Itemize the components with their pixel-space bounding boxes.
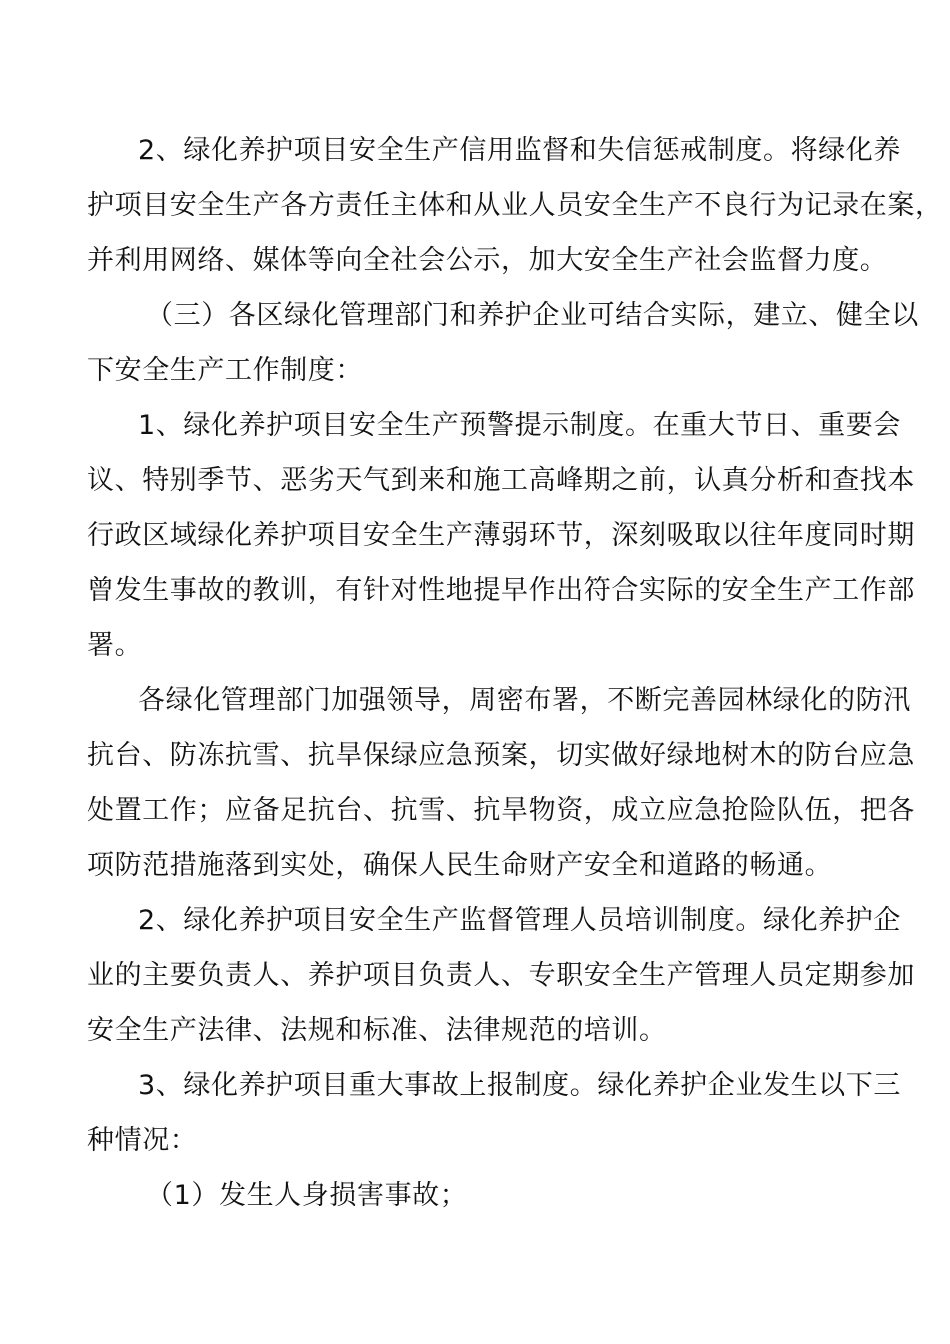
paragraph-line: 曾发生事故的教训，有针对性地提早作出符合实际的安全生产工作部 bbox=[87, 575, 915, 606]
paragraph-line: （1）发生人身损害事故； bbox=[146, 1180, 468, 1211]
paragraph-line: 1、绿化养护项目安全生产预警提示制度。在重大节日、重要会 bbox=[138, 410, 901, 441]
paragraph-line: （三）各区绿化管理部门和养护企业可结合实际，建立、健全以 bbox=[146, 300, 919, 331]
paragraph-line: 项防范措施落到实处，确保人民生命财产安全和道路的畅通。 bbox=[87, 850, 833, 881]
paragraph-line: 行政区域绿化养护项目安全生产薄弱环节，深刻吸取以往年度同时期 bbox=[87, 520, 915, 551]
paragraph-line: 2、绿化养护项目安全生产监督管理人员培训制度。绿化养护企 bbox=[138, 905, 901, 936]
paragraph-line: 护项目安全生产各方责任主体和从业人员安全生产不良行为记录在案， bbox=[87, 190, 943, 221]
paragraph-line: 各绿化管理部门加强领导，周密布署，不断完善园林绿化的防汛 bbox=[138, 685, 911, 716]
paragraph-line: 下安全生产工作制度： bbox=[87, 355, 363, 386]
paragraph-line: 署。 bbox=[87, 630, 143, 661]
paragraph-line: 抗台、防冻抗雪、抗旱保绿应急预案，切实做好绿地树木的防台应急 bbox=[87, 740, 915, 771]
paragraph-line: 议、特别季节、恶劣天气到来和施工高峰期之前，认真分析和查找本 bbox=[87, 465, 915, 496]
paragraph-line: 2、绿化养护项目安全生产信用监督和失信惩戒制度。将绿化养 bbox=[138, 135, 901, 166]
paragraph-line: 安全生产法律、法规和标准、法律规范的培训。 bbox=[87, 1015, 667, 1046]
paragraph-line: 种情况： bbox=[87, 1125, 198, 1156]
paragraph-line: 并利用网络、媒体等向全社会公示，加大安全生产社会监督力度。 bbox=[87, 245, 888, 276]
paragraph-line: 业的主要负责人、养护项目负责人、专职安全生产管理人员定期参加 bbox=[87, 960, 915, 991]
paragraph-line: 处置工作；应备足抗台、抗雪、抗旱物资，成立应急抢险队伍，把各 bbox=[87, 795, 915, 826]
paragraph-line: 3、绿化养护项目重大事故上报制度。绿化养护企业发生以下三 bbox=[138, 1070, 901, 1101]
